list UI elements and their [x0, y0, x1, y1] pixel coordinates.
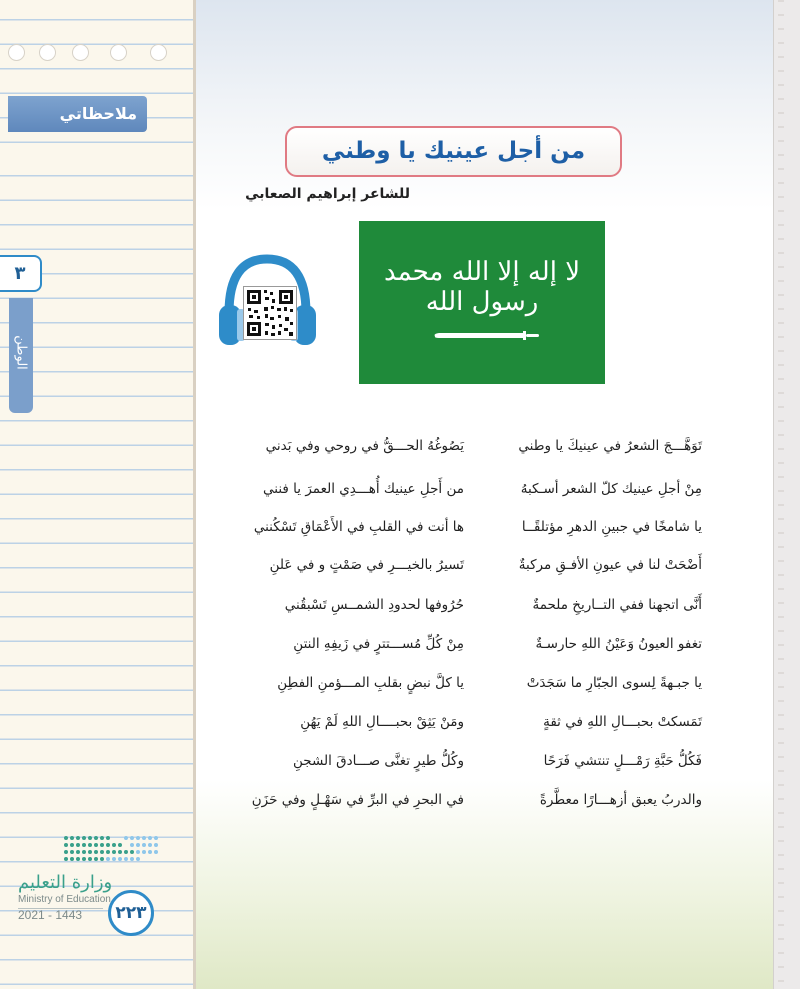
verse-first-hemistich: تغفو العيونُ وَعَيْنُ اللهِ حارسـةٌ [535, 636, 702, 652]
unit-number: ٣ [0, 255, 42, 292]
verse-second-hemistich: وكُلُّ طيرٍ تغنَّى صـــادقَ الشجنِ [292, 753, 464, 769]
verse-second-hemistich: حُرُوفها لحدودِ الشمــسِ تَسْبقُني [284, 597, 464, 613]
verse-first-hemistich: مِنْ أجلِ عينيك كلّ الشعر أسـكبهُ [520, 481, 702, 497]
verse-second-hemistich: ومَنْ يَثِقْ بحبــــالِ اللهِ لَمْ يَهُنِ [300, 714, 464, 730]
verse-second-hemistich: يَصُوغُهُ الحـــقُّ في روحي وفي بَدني [265, 438, 464, 454]
flag-shahada: لا إله إلا الله محمد رسول الله [383, 257, 581, 317]
ministry-year: 2021 - 1443 [18, 908, 83, 922]
unit-name: الوطن [13, 335, 29, 370]
poem-verse-row [0, 753, 800, 779]
verse-second-hemistich: ها أنت في القلبِ في الأَعْمَاقِ تَسْكُنني [253, 519, 464, 535]
poem-verse-row [0, 438, 800, 464]
notes-tab: ملاحظاتي [8, 96, 147, 132]
binder-hole [150, 44, 167, 61]
binder-hole [8, 44, 25, 61]
poem-verse-row [0, 557, 800, 583]
qr-code-icon[interactable] [243, 286, 297, 340]
verse-second-hemistich: تَسيرُ بالخيـــرِ في صَمْتٍ و في عَلنِ [269, 557, 464, 573]
page-number: ٢٢٣ [108, 890, 154, 936]
ministry-logo-icon [62, 834, 158, 862]
poem-verse-row [0, 792, 800, 818]
unit-tab [9, 298, 33, 413]
binder-hole [110, 44, 127, 61]
verse-second-hemistich: من أَجلِ عينيك أُهـــدِي العمرَ يا فنني [263, 481, 464, 497]
poem-verse-row [0, 675, 800, 701]
verse-first-hemistich: تَمَسكتْ بحبـــالِ اللهِ في ثقةٍ [543, 714, 702, 730]
verse-second-hemistich: في البحرِ في البرِّ في سَهْـلٍ وفي حَزَنِ [251, 792, 464, 808]
verse-first-hemistich: أَنَّى اتجهنا ففي التــاريخِ ملحمةٌ [532, 597, 702, 613]
verse-first-hemistich: يا جبـهةً لِسوى الجبّارِ ما سَجَدَتْ [526, 675, 702, 691]
poem-verse-row [0, 636, 800, 662]
verse-second-hemistich: يا كلَّ نبضٍ بقلبِ المـــؤمنِ الفطِنِ [277, 675, 464, 691]
ministry-name-arabic: وزارة التعليم [18, 872, 113, 893]
verse-first-hemistich: فَكُلُّ حَبَّةِ رَمْـــلٍ تنتشي فَرَحًا [543, 753, 702, 769]
binder-hole [72, 44, 89, 61]
poem-verse-row [0, 481, 800, 507]
saudi-flag [359, 221, 605, 384]
verse-first-hemistich: أَضْحَتْ لنا في عيونِ الأفـقِ مركبةٌ [518, 557, 702, 573]
poem-verse-row [0, 519, 800, 545]
verse-first-hemistich: يا شامخًا في جبينِ الدهرِ مؤتلقًــا [521, 519, 702, 535]
verse-second-hemistich: مِنْ كُلِّ مُســـتترٍ في زَيفِهِ النتنِ [293, 636, 464, 652]
verse-first-hemistich: والدربُ يعبق أزهـــارًا معطَّرةً [539, 792, 702, 808]
verse-first-hemistich: تَوَهَّـــجَ الشعرُ في عينيكَ يا وطني [518, 438, 702, 454]
ministry-name-english: Ministry of Education [18, 894, 111, 905]
binder-hole [39, 44, 56, 61]
poem-verse-row [0, 597, 800, 623]
poet-name: للشاعر إبراهيم الصعابي [245, 186, 410, 202]
poem-verse-row [0, 714, 800, 740]
sword-icon [431, 327, 541, 343]
poem-title: من أجل عينيك يا وطني [285, 126, 622, 177]
